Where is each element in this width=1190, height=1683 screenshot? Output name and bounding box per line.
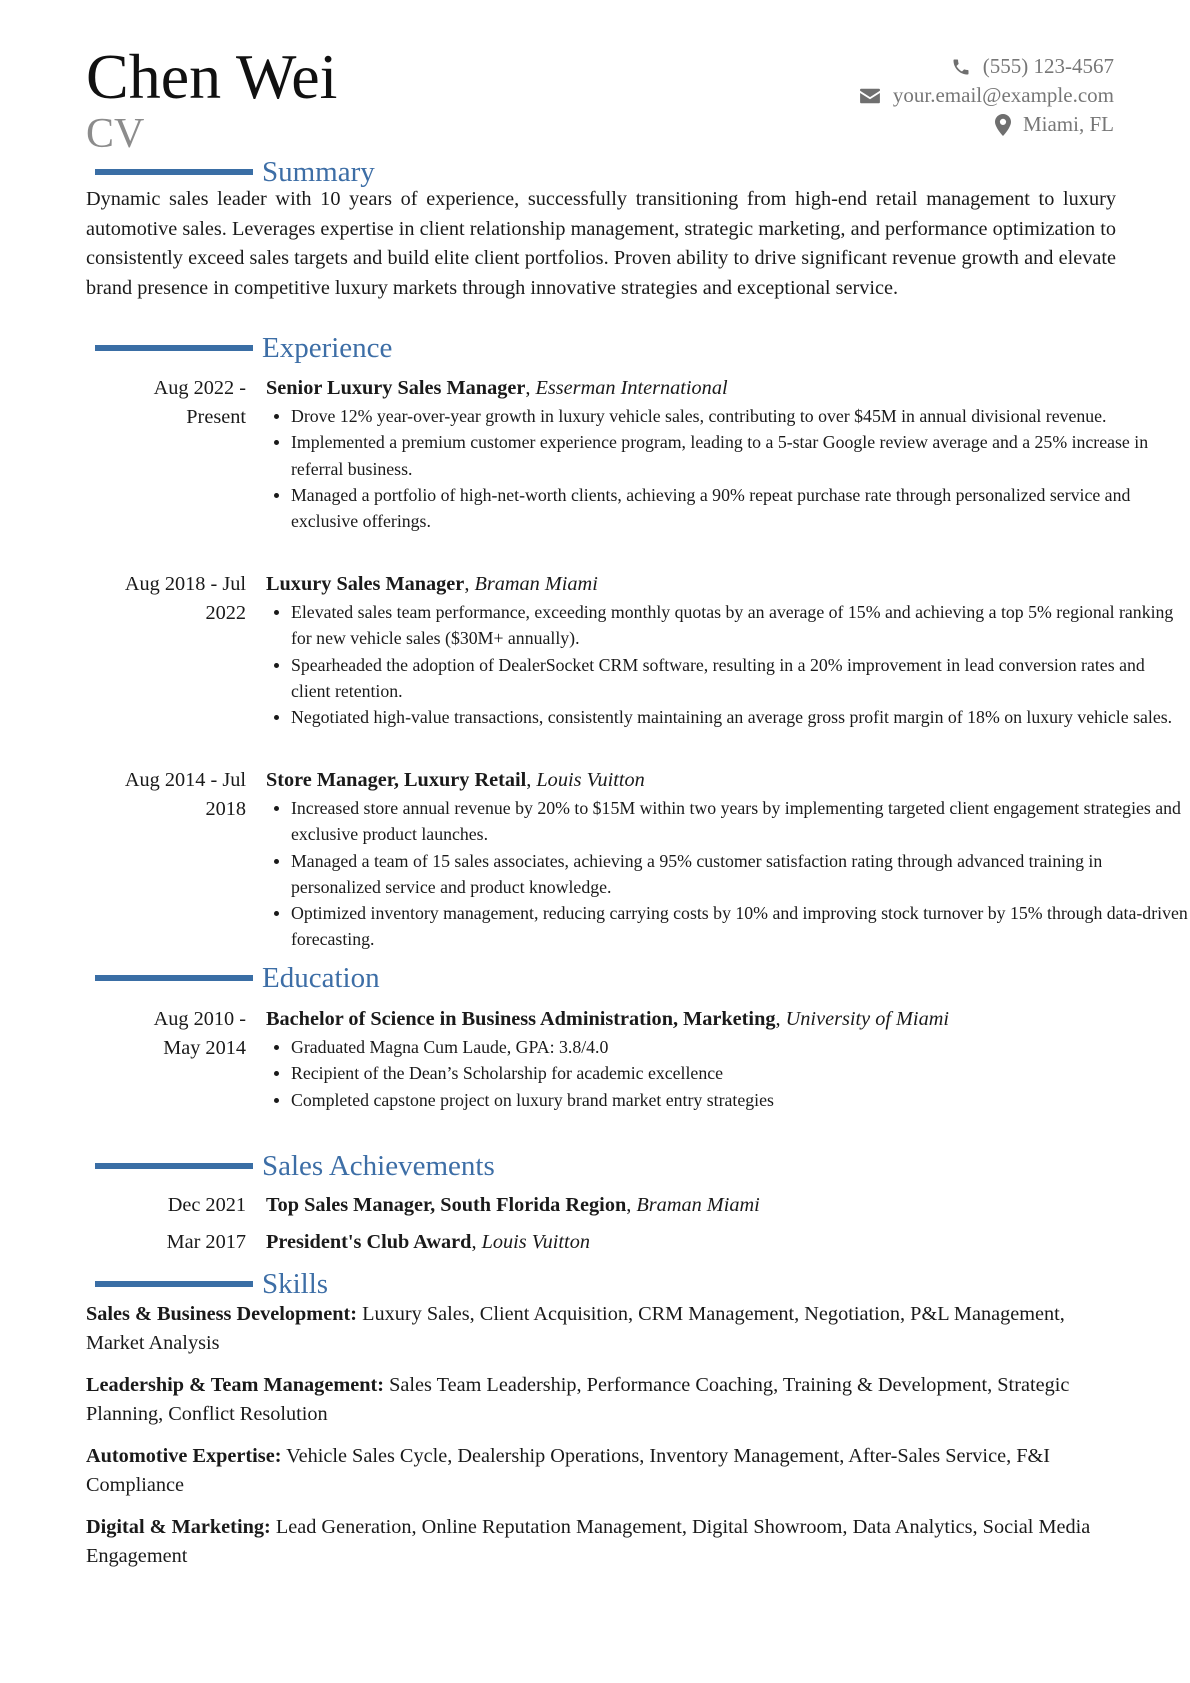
entry-date <box>86 570 246 628</box>
envelope-icon <box>859 87 881 105</box>
skill-values: Vehicle Sales Cycle, Dealership Operations, Inventory Management, After-Sales Service, F&I Compliance <box>86 1445 1051 1496</box>
contact-phone <box>859 52 1114 81</box>
document-subtitle: CV <box>86 111 145 157</box>
entry-title: Luxury Sales Manager <box>266 573 465 595</box>
bullet-item: Spearheaded the adoption of DealerSocket CRM software, resulting in a 20% improvement in lead conversion rates and client retention. <box>266 652 1188 705</box>
bullet-item: Completed capstone project on luxury brand market entry strategies <box>266 1087 1188 1113</box>
bullet-item: Implemented a premium customer experience program, leading to a 5-star Google review average and a 25% increase in referral business. <box>266 429 1188 482</box>
entry-organization: University of Miami <box>785 1008 949 1030</box>
entry-bullets <box>266 599 1188 730</box>
skill-values: Lead Generation, Online Reputation Management, Digital Showroom, Data Analytics, Social Media Engagement <box>86 1516 1091 1567</box>
phone-number: (555) 123-4567 <box>982 54 1114 78</box>
entry-date <box>86 766 246 824</box>
entry-date <box>86 374 246 432</box>
entry-organization: Louis Vuitton <box>481 1231 590 1253</box>
entry-date: Dec 2021 <box>167 1194 246 1216</box>
date-start: Aug 2010 - <box>153 1008 246 1030</box>
skill-group <box>86 1371 1116 1429</box>
date-end: 2018 <box>205 798 246 820</box>
section-title-experience: Experience <box>262 332 393 364</box>
section-title-achievements: Sales Achievements <box>262 1150 495 1182</box>
skill-values: Luxury Sales, Client Acquisition, CRM Management, Negotiation, P&L Management, Market Analysis <box>86 1303 1065 1354</box>
date-end: 2022 <box>205 602 246 624</box>
bullet-item: Graduated Magna Cum Laude, GPA: 3.8/4.0 <box>266 1034 1188 1060</box>
entry-body: Bachelor of Science in Business Administration, Marketing, University of Miami Graduated Magna Cum Laude, GPA: 3.8/4.0 Recipient of the Dean’s Scholarship for academic excellence Completed capstone project on luxury brand market entry strategies <box>266 1005 1188 1113</box>
contact-email <box>859 81 1114 110</box>
bullet-item: Managed a team of 15 sales associates, achieving a 95% customer satisfaction rating through advanced training in personalized service and product knowledge. <box>266 848 1188 901</box>
section-header-skills <box>95 1266 328 1302</box>
entry-title: President's Club Award <box>266 1231 472 1253</box>
bullet-item: Elevated sales team performance, exceeding monthly quotas by an average of 15% and achieving a top 5% regional ranking for new vehicle sales ($30M+ annually). <box>266 599 1188 652</box>
map-pin-icon <box>995 114 1011 136</box>
entry-organization: Esserman International <box>535 377 728 399</box>
entry-title: Store Manager, Luxury Retail <box>266 769 527 791</box>
date-start: Aug 2014 - Jul <box>124 769 246 791</box>
skill-label: Sales & Business Development: <box>86 1303 357 1325</box>
contact-location <box>859 110 1114 139</box>
contact-block <box>859 52 1114 139</box>
summary-text: Dynamic sales leader with 10 years of experience, successfully transitioning from high-end retail management to luxury automotive sales. Leverages expertise in client relationship management, strategic marketing, and performance optimization to consistently exceed sales targets and build elite client portfolios. Proven ability to drive significant revenue growth and elevate brand presence in competitive luxury markets through innovative strategies and exceptional service. <box>86 188 1116 299</box>
entry-organization: Louis Vuitton <box>536 769 645 791</box>
entry-bullets <box>266 403 1188 534</box>
bullet-item: Managed a portfolio of high-net-worth clients, achieving a 90% repeat purchase rate through personalized service and exclusive offerings. <box>266 482 1188 535</box>
section-rule <box>95 975 253 981</box>
entry-title: Senior Luxury Sales Manager <box>266 377 526 399</box>
date-start: Aug 2018 - Jul <box>124 573 246 595</box>
email-address[interactable]: your.email@example.com <box>892 83 1114 107</box>
bullet-item: Increased store annual revenue by 20% to $15M within two years by implementing targeted client engagement strategies and exclusive product launches. <box>266 795 1188 848</box>
entry-body: Store Manager, Luxury Retail, Louis Vuitton Increased store annual revenue by 20% to $15M within two years by implementing targeted client engagement strategies and exclusive product launches. Managed a team of 15 sales associates, achieving a 95% customer satisfaction rating through advanced training in personalized service and product knowledge. Optimized inventory management, reducing carrying costs by 10% and improving stock turnover by 15% through data-driven forecasting. <box>266 766 1188 953</box>
entry-body: Top Sales Manager, South Florida Region, Braman Miami <box>266 1194 760 1216</box>
entry-organization: Braman Miami <box>474 573 598 595</box>
entry-date: Mar 2017 <box>166 1231 246 1253</box>
section-title-skills: Skills <box>262 1268 329 1300</box>
skill-label: Digital & Marketing: <box>86 1516 271 1538</box>
entry-title: Bachelor of Science in Business Administration, Marketing <box>266 1008 776 1030</box>
section-title-summary: Summary <box>262 156 375 188</box>
bullet-item: Negotiated high-value transactions, consistently maintaining an average gross profit margin of 18% on luxury vehicle sales. <box>266 704 1188 730</box>
phone-icon <box>951 57 971 77</box>
bullet-item: Drove 12% year-over-year growth in luxury vehicle sales, contributing to over $45M in annual divisional revenue. <box>266 403 1188 429</box>
entry-bullets <box>266 1034 1188 1113</box>
entry-title: Top Sales Manager, South Florida Region <box>266 1194 627 1216</box>
entry-date <box>86 1005 246 1063</box>
skill-label: Automotive Expertise: <box>86 1445 282 1467</box>
section-header-achievements <box>95 1148 495 1184</box>
date-start: Aug 2022 - <box>153 377 246 399</box>
entry-body: Luxury Sales Manager, Braman Miami Elevated sales team performance, exceeding monthly quotas by an average of 15% and achieving a top 5% regional ranking for new vehicle sales ($30M+ annually). Spearheaded the adoption of DealerSocket CRM software, resulting in a 20% improvement in lead conversion rates and client retention. Negotiated high-value transactions, consistently maintaining an average gross profit margin of 18% on luxury vehicle sales. <box>266 570 1188 730</box>
entry-bullets <box>266 795 1188 953</box>
bullet-item: Recipient of the Dean’s Scholarship for academic excellence <box>266 1060 1188 1086</box>
candidate-name: Chen Wei <box>86 41 338 112</box>
section-header-experience <box>95 330 392 366</box>
entry-body: President's Club Award, Louis Vuitton <box>266 1231 590 1253</box>
entry-body: Senior Luxury Sales Manager, Esserman International Drove 12% year-over-year growth in luxury vehicle sales, contributing to over $45M in annual divisional revenue. Implemented a premium customer experience program, leading to a 5-star Google review average and a 25% increase in referral business. Managed a portfolio of high-net-worth clients, achieving a 90% repeat purchase rate through personalized service and exclusive offerings. <box>266 374 1188 534</box>
skill-values: Sales Team Leadership, Performance Coaching, Training & Development, Strategic Planning, Conflict Resolution <box>86 1374 1070 1425</box>
skill-label: Leadership & Team Management: <box>86 1374 385 1396</box>
date-end: May 2014 <box>163 1037 246 1059</box>
section-title-education: Education <box>262 962 380 994</box>
skill-group <box>86 1300 1116 1358</box>
entry-organization: Braman Miami <box>636 1194 760 1216</box>
location: Miami, FL <box>1022 112 1114 136</box>
section-rule <box>95 1163 253 1169</box>
section-rule <box>95 1281 253 1287</box>
section-rule <box>95 345 253 351</box>
section-rule <box>95 169 253 175</box>
section-header-education <box>95 960 380 996</box>
date-end: Present <box>186 406 246 428</box>
skill-group <box>86 1442 1116 1500</box>
bullet-item: Optimized inventory management, reducing carrying costs by 10% and improving stock turnover by 15% through data-driven forecasting. <box>266 900 1188 953</box>
skill-group <box>86 1513 1116 1571</box>
